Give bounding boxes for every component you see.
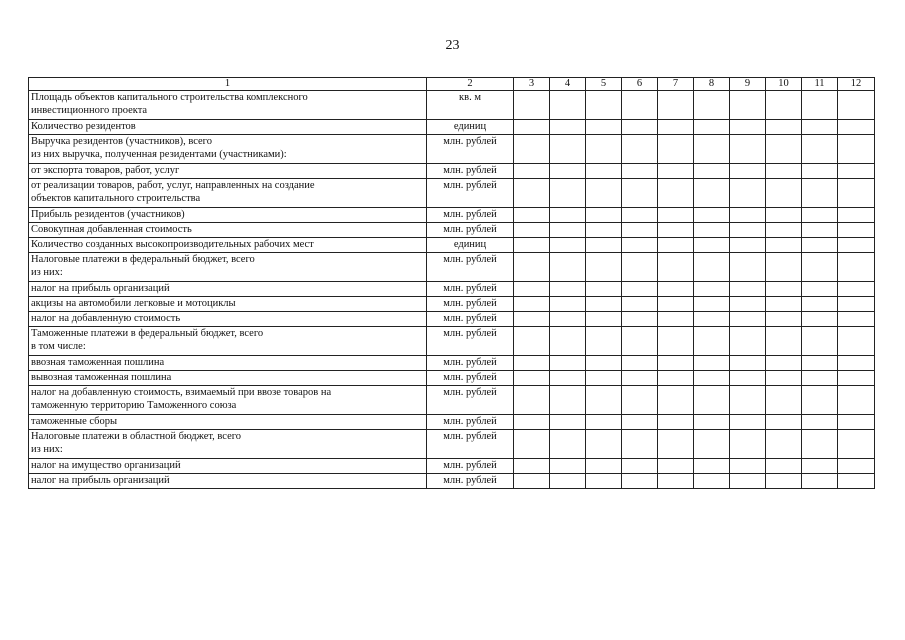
value-cell [550,415,586,430]
value-cell [586,474,622,489]
table-row [29,238,875,253]
table-header-row [29,78,875,91]
value-cell [550,327,586,356]
value-cell [838,459,875,474]
unit-cell: млн. рублей [427,415,514,430]
value-cell [658,386,694,415]
value-cell [550,179,586,208]
value-cell [550,459,586,474]
value-cell [514,282,550,297]
value-cell [730,459,766,474]
value-cell [550,223,586,238]
value-cell [622,297,658,312]
value-cell [802,430,838,459]
value-cell [622,371,658,386]
indicator-label: вывозная таможенная пошлина [29,371,427,386]
value-cell [586,253,622,282]
value-cell [694,312,730,327]
value-cell [550,120,586,135]
value-cell [766,238,802,253]
table-row [29,179,875,208]
value-cell [802,415,838,430]
value-cell [730,208,766,223]
value-cell [838,253,875,282]
indicator-label: налог на прибыль организаций [29,474,427,489]
value-cell [622,91,658,120]
value-cell [586,223,622,238]
table-row [29,164,875,179]
value-cell [730,371,766,386]
unit-cell: млн. рублей [427,327,514,356]
value-cell [658,253,694,282]
value-cell [802,297,838,312]
value-cell [802,459,838,474]
value-cell [586,238,622,253]
value-cell [694,297,730,312]
value-cell [658,371,694,386]
value-cell [694,208,730,223]
value-cell [838,238,875,253]
value-cell [586,459,622,474]
value-cell [658,135,694,164]
value-cell [550,312,586,327]
value-cell [622,459,658,474]
column-header: 12 [838,78,875,91]
value-cell [586,282,622,297]
value-cell [658,430,694,459]
value-cell [730,164,766,179]
value-cell [622,120,658,135]
value-cell [766,164,802,179]
value-cell [694,327,730,356]
value-cell [838,312,875,327]
value-cell [514,91,550,120]
value-cell [838,430,875,459]
unit-cell: млн. рублей [427,282,514,297]
value-cell [838,135,875,164]
table-row [29,371,875,386]
value-cell [802,386,838,415]
value-cell [766,356,802,371]
indicator-label: налог на добавленную стоимость [29,312,427,327]
unit-cell: млн. рублей [427,135,514,164]
table-row [29,430,875,459]
unit-cell: млн. рублей [427,223,514,238]
value-cell [658,459,694,474]
indicator-label: налог на добавленную стоимость, взимаемый при ввозе товаров на таможенную территорию Таможенного союза [29,386,427,415]
value-cell [658,179,694,208]
value-cell [514,208,550,223]
indicator-label: от экспорта товаров, работ, услуг [29,164,427,179]
value-cell [838,179,875,208]
value-cell [694,135,730,164]
value-cell [694,238,730,253]
value-cell [514,135,550,164]
unit-cell: млн. рублей [427,459,514,474]
value-cell [622,179,658,208]
unit-cell: кв. м [427,91,514,120]
table-row [29,474,875,489]
value-cell [766,327,802,356]
value-cell [694,415,730,430]
column-header: 6 [622,78,658,91]
value-cell [514,223,550,238]
value-cell [802,135,838,164]
table-row [29,312,875,327]
value-cell [694,356,730,371]
value-cell [550,386,586,415]
value-cell [514,415,550,430]
table-row [29,223,875,238]
value-cell [694,179,730,208]
table-row [29,120,875,135]
value-cell [658,474,694,489]
value-cell [622,253,658,282]
value-cell [802,474,838,489]
value-cell [802,223,838,238]
column-header: 10 [766,78,802,91]
value-cell [802,371,838,386]
value-cell [730,327,766,356]
value-cell [802,282,838,297]
value-cell [622,223,658,238]
value-cell [766,430,802,459]
value-cell [622,312,658,327]
column-header: 11 [802,78,838,91]
table-row [29,91,875,120]
value-cell [550,91,586,120]
indicator-label: таможенные сборы [29,415,427,430]
value-cell [694,91,730,120]
value-cell [586,312,622,327]
value-cell [838,120,875,135]
value-cell [550,371,586,386]
value-cell [514,120,550,135]
value-cell [622,282,658,297]
value-cell [838,223,875,238]
value-cell [550,253,586,282]
value-cell [622,164,658,179]
value-cell [730,120,766,135]
value-cell [514,312,550,327]
indicator-label: ввозная таможенная пошлина [29,356,427,371]
value-cell [766,415,802,430]
indicators-table [28,77,875,489]
value-cell [514,386,550,415]
value-cell [766,386,802,415]
value-cell [658,223,694,238]
column-header: 1 [29,78,427,91]
value-cell [838,415,875,430]
indicator-label: Количество резидентов [29,120,427,135]
value-cell [838,208,875,223]
value-cell [622,238,658,253]
value-cell [838,356,875,371]
value-cell [586,120,622,135]
value-cell [694,164,730,179]
value-cell [730,386,766,415]
page-number: 23 [445,38,460,53]
value-cell [694,459,730,474]
value-cell [514,238,550,253]
value-cell [550,238,586,253]
value-cell [730,282,766,297]
value-cell [586,179,622,208]
value-cell [550,282,586,297]
value-cell [586,430,622,459]
value-cell [730,356,766,371]
value-cell [622,356,658,371]
value-cell [802,179,838,208]
value-cell [658,312,694,327]
value-cell [694,253,730,282]
value-cell [838,164,875,179]
value-cell [838,371,875,386]
value-cell [730,297,766,312]
unit-cell: млн. рублей [427,297,514,312]
column-header: 8 [694,78,730,91]
unit-cell: млн. рублей [427,474,514,489]
value-cell [730,253,766,282]
value-cell [802,120,838,135]
indicator-label: Налоговые платежи в федеральный бюджет, всего из них: [29,253,427,282]
value-cell [514,179,550,208]
value-cell [802,327,838,356]
value-cell [802,356,838,371]
value-cell [658,356,694,371]
value-cell [730,312,766,327]
table-row [29,356,875,371]
value-cell [658,91,694,120]
value-cell [586,297,622,312]
value-cell [586,415,622,430]
value-cell [514,327,550,356]
value-cell [802,238,838,253]
value-cell [586,164,622,179]
value-cell [694,371,730,386]
value-cell [622,430,658,459]
unit-cell: единиц [427,120,514,135]
table-row [29,386,875,415]
unit-cell: млн. рублей [427,179,514,208]
value-cell [622,415,658,430]
value-cell [730,415,766,430]
value-cell [838,282,875,297]
value-cell [766,135,802,164]
value-cell [514,356,550,371]
value-cell [694,120,730,135]
value-cell [694,282,730,297]
value-cell [802,164,838,179]
value-cell [622,386,658,415]
value-cell [838,327,875,356]
indicator-label: Количество созданных высокопроизводительных рабочих мест [29,238,427,253]
value-cell [550,356,586,371]
value-cell [766,312,802,327]
table-row [29,459,875,474]
unit-cell: млн. рублей [427,208,514,223]
value-cell [730,238,766,253]
value-cell [838,297,875,312]
value-cell [766,474,802,489]
value-cell [514,430,550,459]
value-cell [838,474,875,489]
column-header: 9 [730,78,766,91]
unit-cell: млн. рублей [427,253,514,282]
value-cell [514,474,550,489]
value-cell [586,135,622,164]
value-cell [658,415,694,430]
value-cell [694,474,730,489]
table-row [29,282,875,297]
value-cell [658,282,694,297]
value-cell [550,474,586,489]
value-cell [766,297,802,312]
indicator-label: Совокупная добавленная стоимость [29,223,427,238]
value-cell [694,386,730,415]
table-row [29,415,875,430]
value-cell [658,208,694,223]
column-header: 5 [586,78,622,91]
value-cell [586,91,622,120]
value-cell [586,371,622,386]
value-cell [730,91,766,120]
value-cell [514,164,550,179]
value-cell [514,459,550,474]
value-cell [658,120,694,135]
value-cell [766,282,802,297]
value-cell [730,135,766,164]
unit-cell: млн. рублей [427,430,514,459]
indicator-label: налог на прибыль организаций [29,282,427,297]
unit-cell: единиц [427,238,514,253]
value-cell [550,164,586,179]
table-row [29,208,875,223]
value-cell [586,327,622,356]
value-cell [766,208,802,223]
value-cell [550,297,586,312]
indicator-label: от реализации товаров, работ, услуг, направленных на создание объектов капитального строительства [29,179,427,208]
value-cell [802,312,838,327]
value-cell [586,208,622,223]
value-cell [622,327,658,356]
value-cell [730,179,766,208]
value-cell [730,223,766,238]
value-cell [514,371,550,386]
value-cell [586,356,622,371]
value-cell [766,179,802,208]
value-cell [514,297,550,312]
unit-cell: млн. рублей [427,386,514,415]
value-cell [694,430,730,459]
table-row [29,297,875,312]
value-cell [514,253,550,282]
value-cell [802,91,838,120]
indicator-label: Выручка резидентов (участников), всего из них выручка, полученная резидентами (участниками): [29,135,427,164]
indicator-label: Таможенные платежи в федеральный бюджет, всего в том числе: [29,327,427,356]
column-header: 4 [550,78,586,91]
value-cell [802,253,838,282]
value-cell [730,474,766,489]
value-cell [658,297,694,312]
value-cell [838,386,875,415]
value-cell [658,327,694,356]
table-row [29,327,875,356]
column-header: 2 [427,78,514,91]
unit-cell: млн. рублей [427,312,514,327]
value-cell [730,430,766,459]
table-row [29,135,875,164]
unit-cell: млн. рублей [427,356,514,371]
value-cell [802,208,838,223]
indicator-label: акцизы на автомобили легковые и мотоциклы [29,297,427,312]
indicator-label: Прибыль резидентов (участников) [29,208,427,223]
indicator-label: Площадь объектов капитального строительства комплексного инвестиционного проекта [29,91,427,120]
indicator-label: Налоговые платежи в областной бюджет, всего из них: [29,430,427,459]
value-cell [550,135,586,164]
value-cell [694,223,730,238]
table-row [29,253,875,282]
column-header: 7 [658,78,694,91]
value-cell [658,238,694,253]
value-cell [622,135,658,164]
value-cell [622,474,658,489]
value-cell [766,459,802,474]
value-cell [622,208,658,223]
indicator-label: налог на имущество организаций [29,459,427,474]
unit-cell: млн. рублей [427,371,514,386]
column-header: 3 [514,78,550,91]
value-cell [766,91,802,120]
value-cell [766,223,802,238]
unit-cell: млн. рублей [427,164,514,179]
value-cell [550,208,586,223]
value-cell [766,253,802,282]
value-cell [658,164,694,179]
value-cell [838,91,875,120]
value-cell [766,371,802,386]
value-cell [550,430,586,459]
value-cell [586,386,622,415]
value-cell [766,120,802,135]
